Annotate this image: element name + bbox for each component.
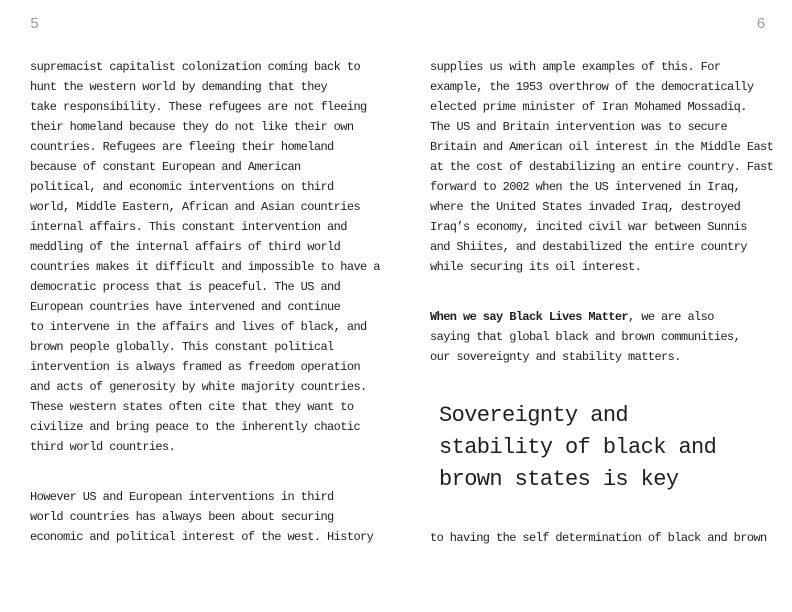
text-line: supplies us with ample examples of this. For (430, 60, 721, 74)
text-line: world, Middle Eastern, African and Asian countries (30, 200, 361, 214)
pull-quote-heading (439, 400, 765, 496)
text-line: Sovereignty and (439, 403, 629, 428)
text-line: political, and economic interventions on third (30, 180, 334, 194)
text-line: where the United States invaded Iraq, destroyed (430, 200, 741, 214)
text-line: brown states is key (439, 467, 679, 492)
right-paragraph-2 (430, 307, 765, 367)
text-line: supremacist capitalist colonization coming back to (30, 60, 361, 74)
left-paragraph-2 (30, 487, 374, 547)
continuation-block (430, 528, 765, 548)
bold-lead-phrase: When we say Black Lives Matter (430, 310, 629, 324)
text-line: However US and European interventions in third (30, 490, 334, 504)
page-right (430, 16, 774, 548)
text-line: brown people globally. This constant political (30, 340, 334, 354)
left-body-text (30, 57, 380, 547)
text-line: because of constant European and American (30, 160, 301, 174)
text-line: hunt the western world by demanding that they (30, 80, 328, 94)
page-number-right: 6 (756, 16, 765, 33)
page-number-left: 5 (30, 16, 39, 33)
text-line: at the cost of destabilizing an entire country. Fast (430, 160, 774, 174)
right-paragraph-1 (430, 57, 774, 277)
text-line: to intervene in the affairs and lives of black, and (30, 320, 367, 334)
text-line: countries. Refugees are fleeing their homeland (30, 140, 334, 154)
text-line (430, 307, 765, 327)
text-line: take responsibility. These refugees are not fleeing (30, 100, 367, 114)
text-line: meddling of the internal affairs of third world (30, 240, 341, 254)
text-line: internal affairs. This constant intervention and (30, 220, 347, 234)
text-line: while securing its oil interest. (430, 260, 642, 274)
text-line: our sovereignty and stability matters. (430, 350, 681, 364)
text-line: democratic process that is peaceful. The US and (30, 280, 341, 294)
text-line: The US and Britain intervention was to secure (430, 120, 728, 134)
text-line: and Shiites, and destabilized the entire country (430, 240, 747, 254)
text-line: countries makes it difficult and impossible to have a (30, 260, 380, 274)
text-line: world countries has always been about securing (30, 510, 334, 524)
page-left (30, 16, 380, 547)
text-line: forward to 2002 when the US intervened in Iraq, (430, 180, 741, 194)
text-line: their homeland because they do not like their own (30, 120, 354, 134)
continuation-line: to having the self determination of black and brown (430, 531, 767, 545)
text-line: Britain and American oil interest in the Middle East (430, 140, 774, 154)
text-line: These western states often cite that they want to (30, 400, 354, 414)
left-paragraph-1 (30, 57, 380, 457)
text-line: and acts of generosity by white majority countries. (30, 380, 367, 394)
text-line: example, the 1953 overthrow of the democratically (430, 80, 754, 94)
bold-lead-rest: , we are also (628, 310, 714, 324)
right-body-text (430, 57, 774, 548)
text-line: economic and political interest of the west. History (30, 530, 374, 544)
text-line: third world countries. (30, 440, 176, 454)
text-line: stability of black and (439, 435, 717, 460)
text-line: European countries have intervened and continue (30, 300, 341, 314)
text-line: intervention is always framed as freedom operation (30, 360, 361, 374)
text-line: elected prime minister of Iran Mohamed Mossadiq. (430, 100, 747, 114)
text-line: saying that global black and brown communities, (430, 330, 741, 344)
text-line: Iraq’s economy, incited civil war between Sunnis (430, 220, 747, 234)
text-line: civilize and bring peace to the inherently chaotic (30, 420, 361, 434)
